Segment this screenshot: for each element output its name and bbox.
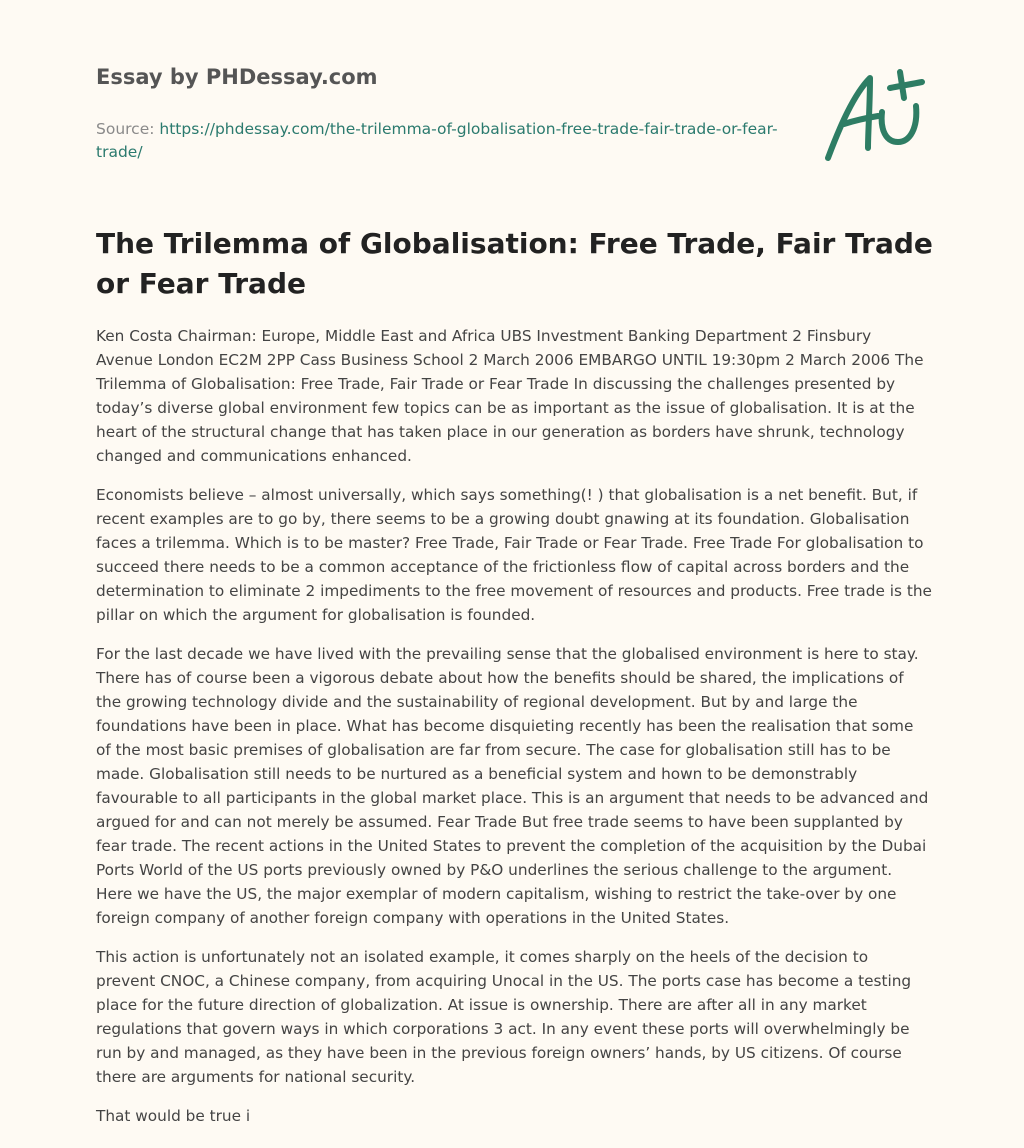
source-line	[96, 118, 786, 164]
paragraph: That would be true i	[96, 1107, 251, 1125]
source-label: Source:	[96, 120, 160, 138]
paragraph: Ken Costa Chairman: Europe, Middle East and Africa UBS Investment Banking Department 2 Finsbury Avenue London EC2M 2PP Cass Business School 2 March 2006 EMBARGO UNTIL 19:30pm 2 March 2006 The Trilemma of Globalisation: Free Trade, Fair Trade or Fear Trade In discussing the challenges presented by today’s diverse global environment few topics can be as important as the issue of globalisation. It is at the heart of the structural change that has taken place in our generation as borders have shrunk, technology changed and communications enhanced.	[96, 327, 924, 465]
essay-body	[96, 324, 932, 1143]
page-header	[96, 62, 786, 164]
essay-title: The Trilemma of Globalisation: Free Trade, Fair Trade or Fear Trade	[96, 227, 933, 300]
source-link[interactable]: https://phdessay.com/the-trilemma-of-globalisation-free-trade-fair-trade-or-fear-trade/	[96, 120, 778, 161]
a-plus-logo-icon	[818, 66, 930, 170]
paragraph: This action is unfortunately not an isolated example, it comes sharply on the heels of the decision to prevent CNOC, a Chinese company, from acquiring Unocal in the US. The ports case has become a testing place for the future direction of globalization. At issue is ownership. There are after all in any market regulations that govern ways in which corporations 3 act. In any event these ports will overwhelmingly be run by and managed, as they have been in the previous foreign owners’ hands, by US citizens. Of course there are arguments for national security.	[96, 948, 912, 1086]
site-brand: Essay by PHDessay.com	[96, 65, 378, 89]
paragraph: Economists believe – almost universally, which says something(! ) that globalisation is a net benefit. But, if recent examples are to go by, there seems to be a growing doubt gnawing at its foundation. Globalisation faces a trilemma. Which is to be master? Free Trade, Fair Trade or Fear Trade. Free Trade For globalisation to succeed there needs to be a common acceptance of the frictionless flow of capital across borders and the determination to eliminate 2 impediments to the free movement of resources and products. Free trade is the pillar on which the argument for globalisation is founded.	[96, 486, 932, 624]
paragraph: For the last decade we have lived with the prevailing sense that the globalised environment is here to stay. There has of course been a vigorous debate about how the benefits should be shared, the implications of the growing technology divide and the sustainability of regional development. But by and large the foundations have been in place. What has become disquieting recently has been the realisation that some of the most basic premises of globalisation are far from secure. The case for globalisation still has to be made. Globalisation still needs to be nurtured as a beneficial system and hown to be demonstrably favourable to all participants in the global market place. This is an argument that needs to be advanced and argued for and can not merely be assumed. Fear Trade But free trade seems to have been supplanted by fear trade. The recent actions in the United States to prevent the completion of the acquisition by the Dubai Ports World of the US ports previously owned by P&O underlines the serious challenge to the argument. Here we have the US, the major exemplar of modern capitalism, wishing to restrict the take-over by one foreign company of another foreign company with operations in the United States.	[96, 645, 929, 927]
